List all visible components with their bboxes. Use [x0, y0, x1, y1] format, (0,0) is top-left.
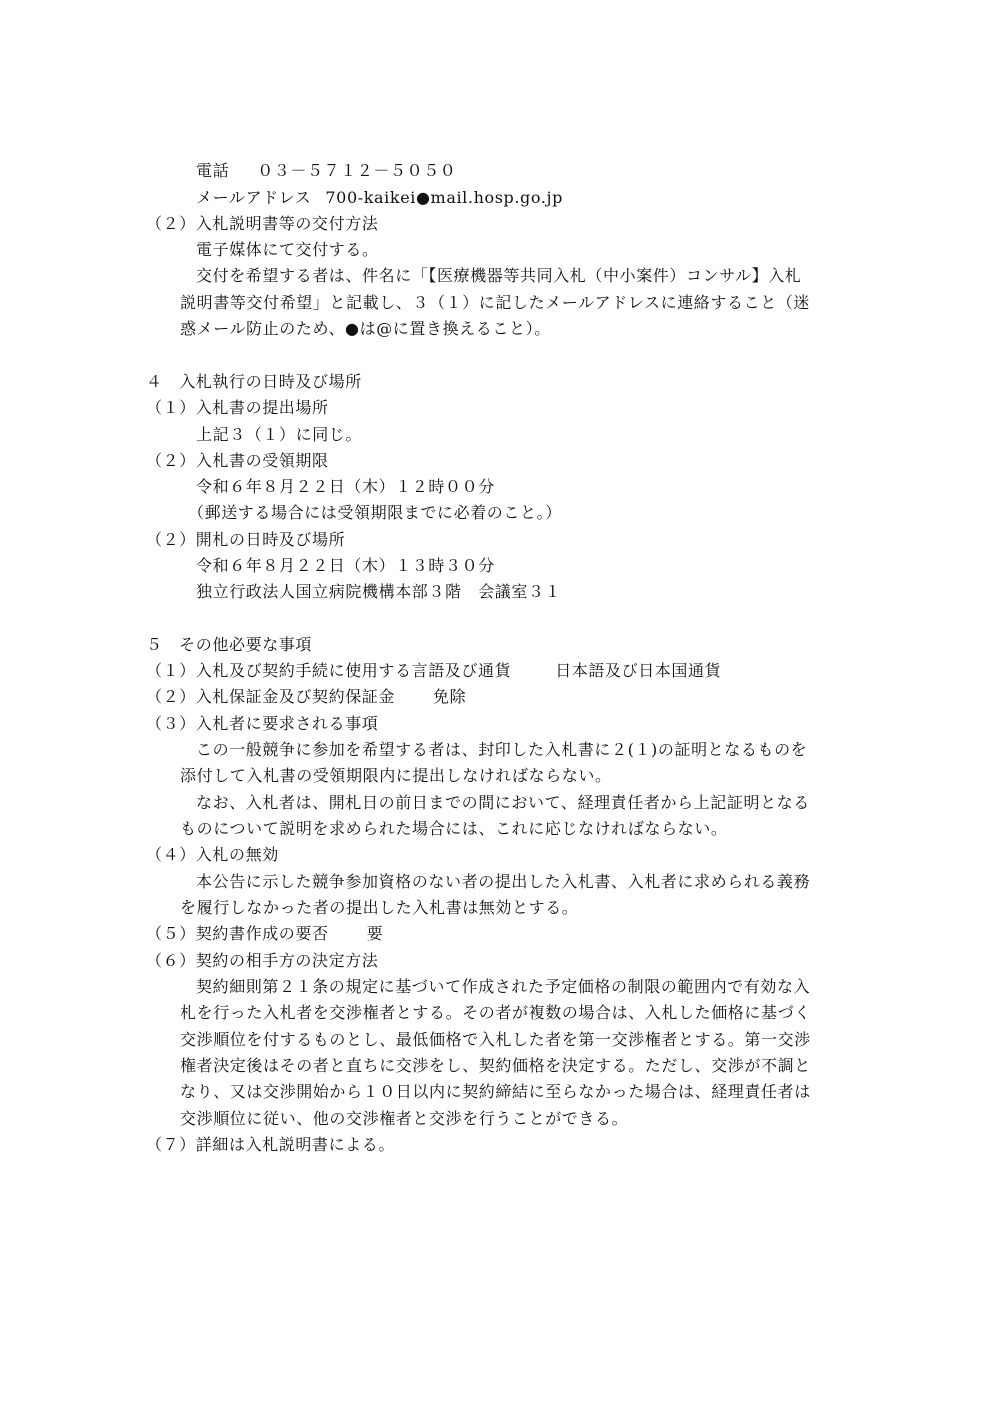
s5-2-line — [146, 687, 466, 707]
s5-5-label: （５）契約書作成の要否 — [146, 924, 329, 943]
section-5-heading: ５ その他必要な事項 — [146, 635, 313, 654]
s5-1-line — [146, 661, 721, 681]
s4-3-heading: （２）開札の日時及び場所 — [146, 530, 346, 549]
s5-7-line: （７）詳細は入札説明書による。 — [146, 1135, 396, 1154]
section-4-heading: ４ 入札執行の日時及び場所 — [146, 372, 362, 391]
s5-5-value: 要 — [366, 924, 384, 943]
s5-3-heading: （３）入札者に要求される事項 — [146, 714, 379, 733]
s3-2-p1: 電子媒体にて交付する。 — [196, 240, 379, 259]
phone-label: 電話 — [196, 161, 230, 180]
s3-2-heading: （２）入札説明書等の交付方法 — [146, 214, 379, 233]
s5-6-line3: 交渉順位を付するものとし、最低価格で入札した者を第一交渉権者とする。第一交渉 — [180, 1030, 811, 1049]
s4-2-note: （郵送する場合には受領期限までに必着のこと。） — [188, 503, 562, 522]
email-label: メールアドレス — [196, 188, 312, 207]
email-address: 700-kaikei●mail.hosp.go.jp — [325, 188, 563, 207]
s3-2-p2-line2: 説明書等交付希望」と記載し、３（１）に記したメールアドレスに連絡すること（迷 — [180, 293, 811, 312]
s5-4-heading: （４）入札の無効 — [146, 845, 279, 864]
phone-line — [196, 161, 456, 181]
s5-2-value: 免除 — [433, 687, 467, 706]
s5-6-line2: 札を行った入札者を交渉権者とする。その者が複数の場合は、入札した価格に基づく — [180, 1003, 811, 1022]
s4-3-place: 独立行政法人国立病院機構本部３階 会議室３１ — [196, 582, 562, 601]
s5-4-line2: を履行しなかった者の提出した入札書は無効とする。 — [180, 898, 579, 917]
s5-3-p1-line2: 添付して入札書の受領期限内に提出しなければならない。 — [180, 766, 612, 785]
s3-2-p2-line3: 惑メール防止のため、●は@に置き換えること）。 — [180, 319, 551, 338]
s5-3-p1-line1: この一般競争に参加を希望する者は、封印した入札書に２(１)の証明となるものを — [196, 740, 808, 759]
s4-2-date: 令和６年８月２２日（木）１２時００分 — [196, 477, 495, 496]
s5-5-line — [146, 924, 383, 944]
s5-6-line6: 交渉順位に従い、他の交渉権者と交渉を行うことができる。 — [180, 1109, 629, 1128]
phone-number: ０３－５７１２－５０５０ — [257, 161, 457, 180]
s4-1-text: 上記３（１）に同じ。 — [196, 425, 363, 444]
s5-6-line1: 契約細則第２１条の規定に基づいて作成された予定価格の制限の範囲内で有効な入 — [196, 977, 811, 996]
s4-2-heading: （２）入札書の受領期限 — [146, 451, 329, 470]
s5-3-p2-line1: なお、入札者は、開札日の前日までの間において、経理責任者から上記証明となる — [196, 793, 810, 812]
s4-1-heading: （１）入札書の提出場所 — [146, 398, 329, 417]
s5-4-line1: 本公告に示した競争参加資格のない者の提出した入札書、入札者に求められる義務 — [196, 872, 811, 891]
s3-2-p2-line1: 交付を希望する者は、件名に「【医療機器等共同入札（中小案件）コンサル】入札 — [196, 266, 802, 285]
s5-1-label: （１）入札及び契約手続に使用する言語及び通貨 — [146, 661, 512, 680]
s5-2-label: （２）入札保証金及び契約保証金 — [146, 687, 396, 706]
s4-3-date: 令和６年８月２２日（木）１３時３０分 — [196, 556, 495, 575]
s5-1-value: 日本語及び日本国通貨 — [555, 661, 722, 680]
s5-6-line5: なり、又は交渉開始から１０日以内に契約締結に至らなかった場合は、経理責任者は — [180, 1082, 811, 1101]
s5-6-line4: 権者決定後はその者と直ちに交渉をし、契約価格を決定する。ただし、交渉が不調と — [180, 1056, 811, 1075]
s5-3-p2-line2: ものについて説明を求められた場合には、これに応じなければならない。 — [180, 819, 728, 838]
email-line — [196, 188, 563, 208]
s5-6-heading: （６）契約の相手方の決定方法 — [146, 951, 379, 970]
